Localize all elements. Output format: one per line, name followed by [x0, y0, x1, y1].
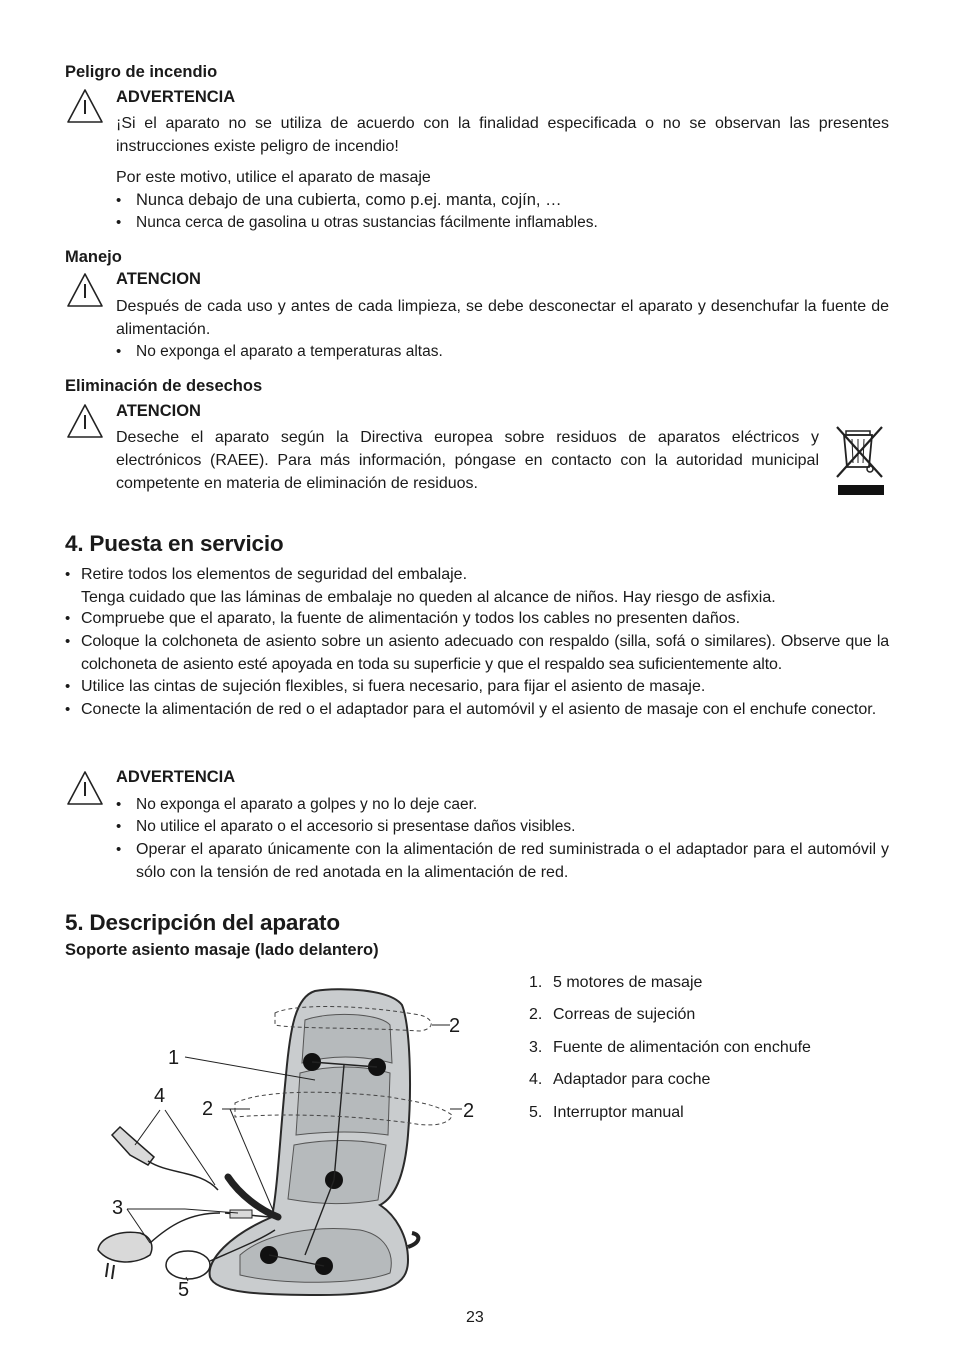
disposal-heading: Eliminación de desechos	[65, 377, 263, 395]
section-5-subtitle: Soporte asiento masaje (lado delantero)	[65, 941, 379, 959]
list-item: • Retire todos los elementos de seguridad del embalaje. Tenga cuidado que las láminas de embalaje no queden al alcance de niños. Hay riesgo de asfixia.	[65, 566, 776, 606]
page-number: 23	[466, 1309, 484, 1326]
fire-heading: Peligro de incendio	[65, 63, 218, 81]
callout-2: 2	[202, 1098, 214, 1120]
list-item: • No utilice el aparato o el accesorio si presentase daños visibles.	[116, 818, 576, 835]
fire-intro: Por este motivo, utilice el aparato de masaje	[116, 169, 431, 186]
list-item: • Nunca cerca de gasolina u otras sustancias fácilmente inflamables.	[116, 214, 598, 231]
warning-triangle-icon	[66, 272, 104, 308]
list-item: • Coloque la colchoneta de asiento sobre un asiento adecuado con respaldo (silla, sofá o similares). Observe que la colchoneta de asiento esté apoyada en toda su superficie y que el respaldo sea suficientemente alto.	[65, 633, 889, 673]
section-4-warning-label: ADVERTENCIA	[116, 768, 236, 786]
list-item: • Conecte la alimentación de red o el adaptador para el automóvil y el asiento de masaje con el enchufe conector.	[65, 701, 877, 718]
handling-text: Después de cada uso y antes de cada limpieza, se debe desconectar el aparato y desenchufar la fuente de alimentación.	[116, 298, 889, 338]
callout-2: 2	[463, 1100, 475, 1122]
warning-triangle-icon	[66, 88, 104, 124]
callout-3: 3	[112, 1197, 124, 1219]
list-item: 2. Correas de sujeción	[529, 1006, 696, 1023]
list-item: • Nunca debajo de una cubierta, como p.ej. manta, cojín, …	[116, 191, 562, 209]
callout-5: 5	[178, 1279, 190, 1301]
section-4-title: 4. Puesta en servicio	[65, 531, 284, 556]
disposal-attention-label: ATENCION	[116, 402, 201, 420]
section-5-title: 5. Descripción del aparato	[65, 910, 340, 935]
list-item: • Operar el aparato únicamente con la alimentación de red suministrada o el adaptador para el automóvil y sólo con la tensión de red anotada en la alimentación de red.	[116, 841, 889, 881]
disposal-text: Deseche el aparato según la Directiva europea sobre residuos de aparatos eléctricos y electrónicos (RAEE). Para más información, póngase en contacto con la autoridad municipal competente en materia de eliminación de residuos.	[116, 429, 819, 492]
list-item: 5. Interruptor manual	[529, 1104, 684, 1121]
list-item: 4. Adaptador para coche	[529, 1071, 711, 1088]
massage-seat-illustration	[90, 985, 490, 1305]
handling-heading: Manejo	[65, 248, 122, 266]
weee-crossed-bin-icon	[832, 423, 890, 497]
callout-1: 1	[168, 1047, 180, 1069]
handling-attention-label: ATENCION	[116, 270, 201, 288]
list-item: • Compruebe que el aparato, la fuente de alimentación y todos los cables no presenten daños.	[65, 610, 741, 627]
fire-warning-label: ADVERTENCIA	[116, 88, 236, 106]
list-item: 3. Fuente de alimentación con enchufe	[529, 1039, 811, 1056]
list-item: • No exponga el aparato a golpes y no lo deje caer.	[116, 796, 478, 813]
callout-2: 2	[449, 1015, 461, 1037]
list-item: • No exponga el aparato a temperaturas altas.	[116, 343, 443, 360]
warning-triangle-icon	[66, 770, 104, 806]
fire-warning-text: ¡Si el aparato no se utiliza de acuerdo con la finalidad especificada o no se observan las presentes instrucciones existe peligro de incendio!	[116, 115, 889, 155]
list-item: 1. 5 motores de masaje	[529, 974, 703, 991]
warning-triangle-icon	[66, 403, 104, 439]
list-item: • Utilice las cintas de sujeción flexibles, si fuera necesario, para fijar el asiento de masaje.	[65, 678, 706, 695]
callout-4: 4	[154, 1085, 166, 1107]
